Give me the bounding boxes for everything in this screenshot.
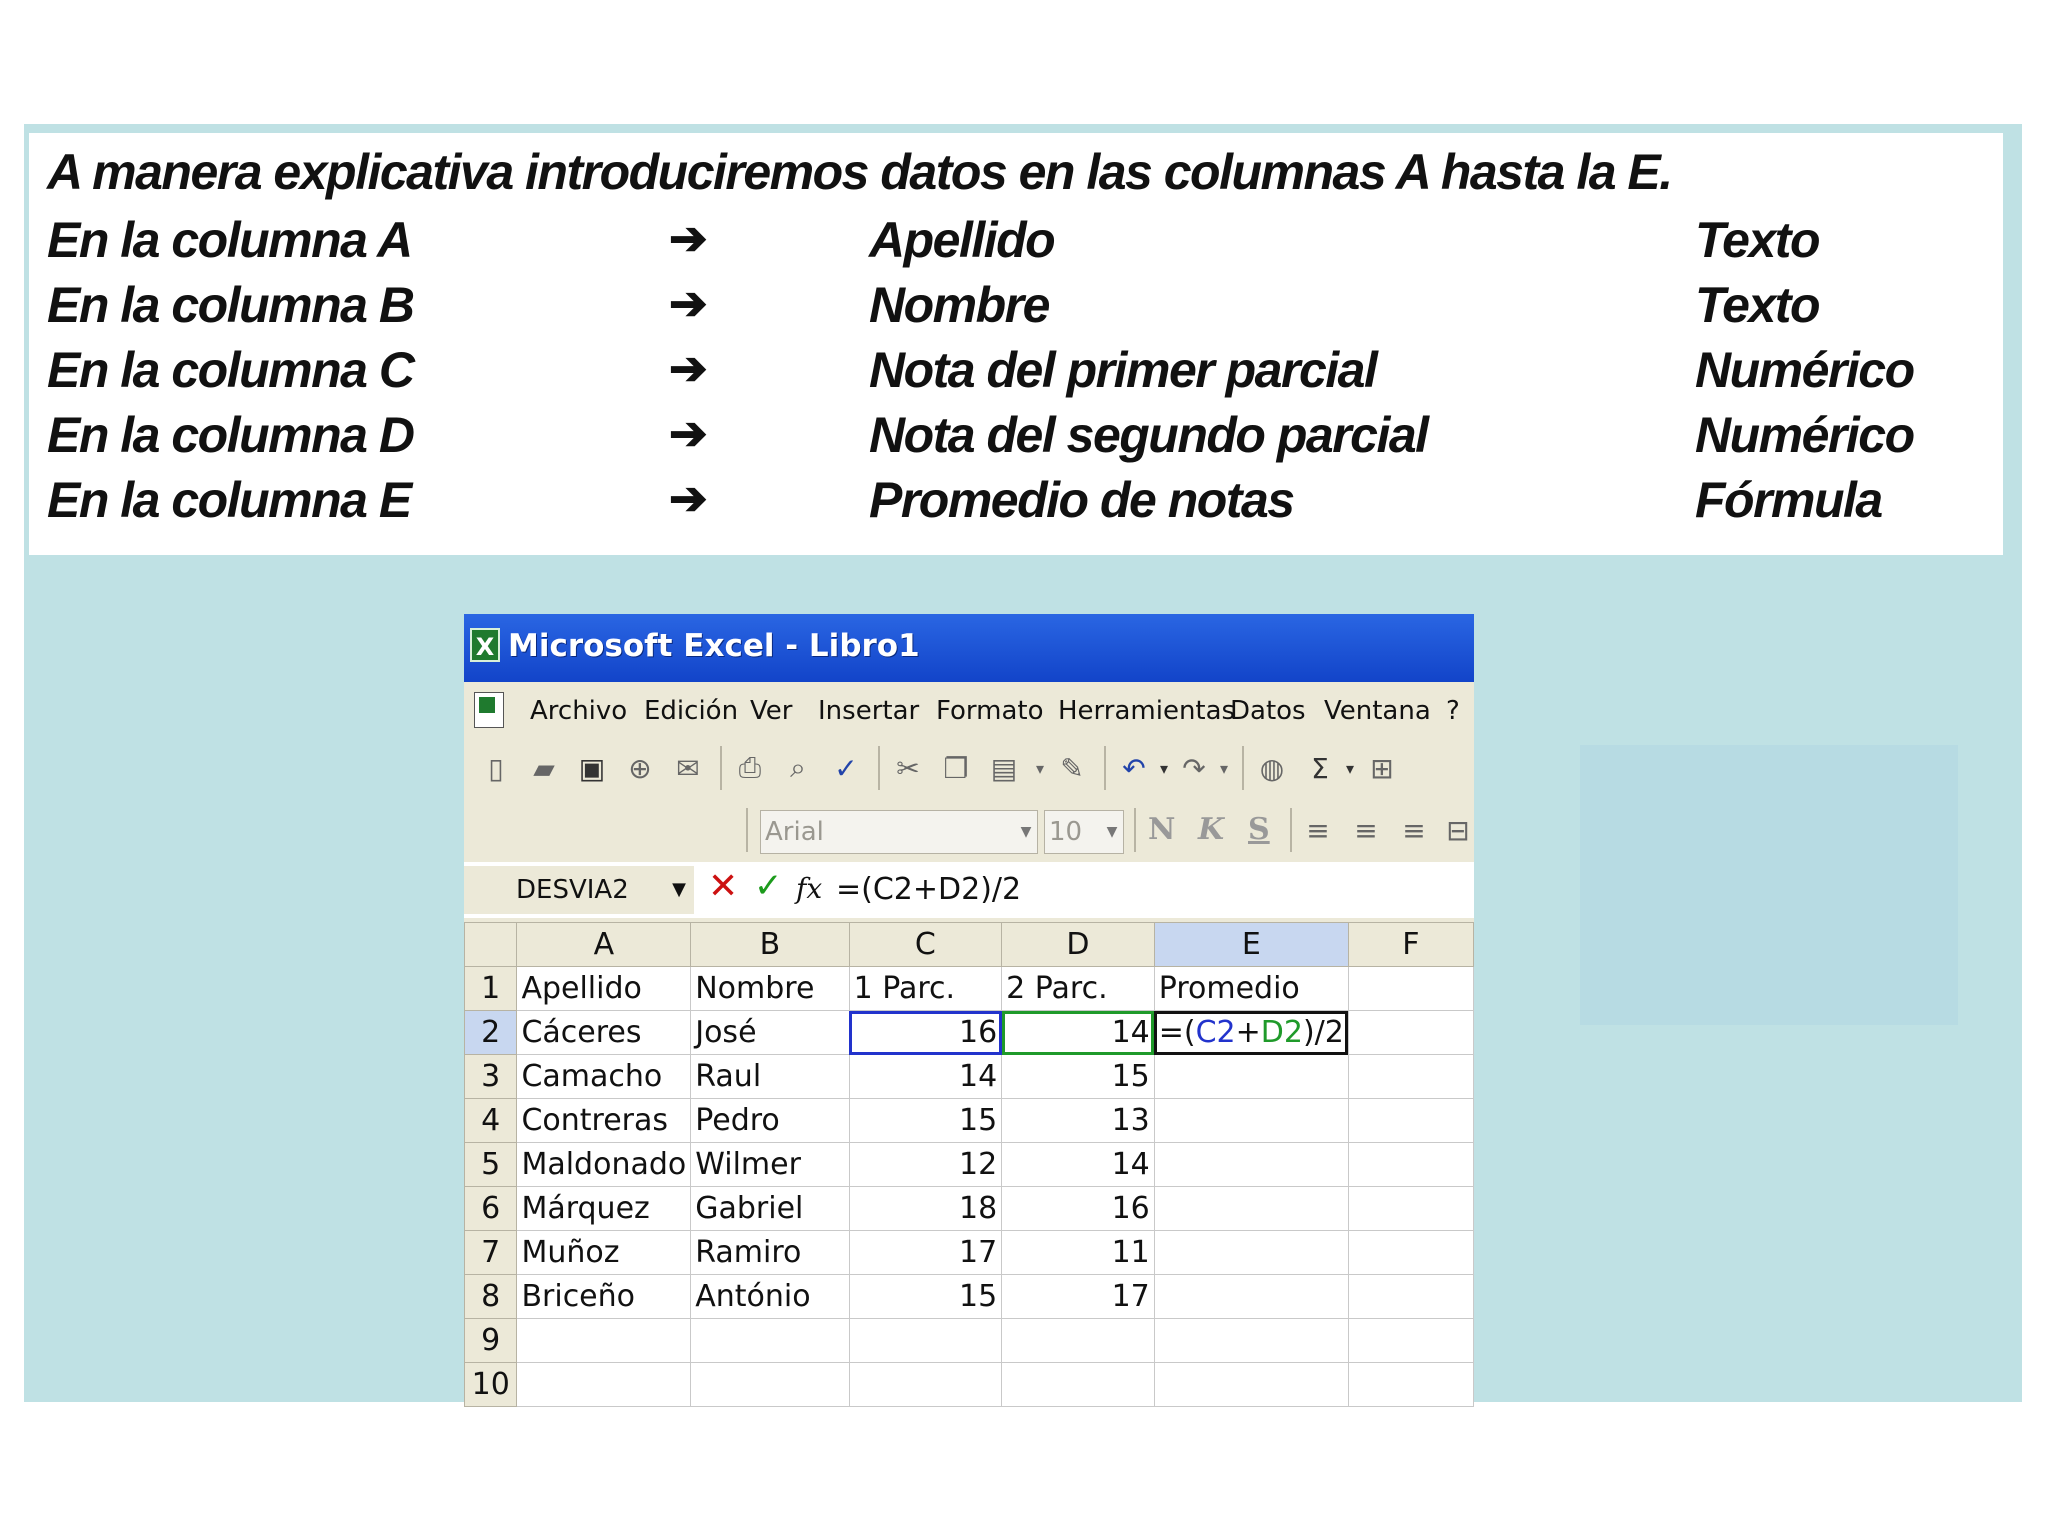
toolbar-separator <box>1290 808 1292 852</box>
formula-part: =( <box>1158 1015 1196 1050</box>
align-center-icon[interactable]: ≡ <box>1354 813 1378 847</box>
cell-d6[interactable]: 16 <box>1002 1187 1155 1231</box>
table-row <box>465 1011 1474 1055</box>
data-type: Texto <box>1695 277 1819 333</box>
toolbar-separator <box>746 808 748 852</box>
toolbar-separator <box>1104 746 1106 790</box>
cell-d5[interactable]: 14 <box>1002 1143 1155 1187</box>
cell-b5[interactable]: Wilmer <box>691 1143 849 1187</box>
align-left-icon[interactable]: ≡ <box>1306 813 1330 847</box>
align-right-icon[interactable]: ≡ <box>1402 813 1426 847</box>
cell-c8[interactable]: 15 <box>849 1275 1002 1319</box>
menu-help[interactable]: ? <box>1446 696 1460 726</box>
cell-d4[interactable]: 13 <box>1002 1099 1155 1143</box>
cell-e9[interactable] <box>1154 1319 1348 1363</box>
menu-formato[interactable]: Formato <box>936 696 1044 726</box>
worksheet-grid <box>464 922 1474 1407</box>
paste-icon[interactable]: ▤ <box>990 751 1018 785</box>
formula-bar <box>464 862 1474 918</box>
cell-a3[interactable]: Camacho <box>517 1055 691 1099</box>
cell-c6[interactable]: 18 <box>849 1187 1002 1231</box>
menu-edicion[interactable]: Edición <box>644 696 739 726</box>
table-row <box>465 1275 1474 1319</box>
bold-button[interactable]: N <box>1148 812 1176 847</box>
row-header[interactable]: 8 <box>465 1275 517 1319</box>
toolbar-separator <box>1134 808 1136 852</box>
cell-b2[interactable]: José <box>691 1011 849 1055</box>
chevron-down-icon: ▼ <box>672 879 686 900</box>
column-header-f[interactable]: F <box>1348 923 1473 967</box>
cell-f7[interactable] <box>1348 1231 1473 1275</box>
toolbar-separator <box>878 746 880 790</box>
cell-b10[interactable] <box>691 1363 849 1407</box>
cell-e7[interactable] <box>1154 1231 1348 1275</box>
print-icon[interactable]: ⎙ <box>738 751 762 784</box>
email-icon[interactable]: ✉ <box>676 751 700 785</box>
column-label: En la columna C <box>47 342 414 398</box>
cell-d2[interactable]: 14 <box>1002 1011 1155 1055</box>
right-arrow-icon: ➔ <box>669 472 707 524</box>
cell-a10[interactable] <box>517 1363 691 1407</box>
right-arrow-icon: ➔ <box>669 212 707 264</box>
column-header-d[interactable]: D <box>1002 923 1155 967</box>
cell-e4[interactable] <box>1154 1099 1348 1143</box>
underline-button[interactable]: S <box>1248 812 1270 847</box>
menu-bar <box>464 682 1474 738</box>
column-header-e[interactable]: E <box>1154 923 1348 967</box>
chevron-down-icon: ▼ <box>1106 824 1118 840</box>
cell-e5[interactable] <box>1154 1143 1348 1187</box>
right-arrow-icon: ➔ <box>669 342 707 394</box>
cell-c4[interactable]: 15 <box>849 1099 1002 1143</box>
workbook-icon[interactable] <box>474 692 504 728</box>
explanation-panel <box>29 133 2003 555</box>
italic-button[interactable]: K <box>1198 812 1225 847</box>
column-header-c[interactable]: C <box>849 923 1002 967</box>
cell-e1[interactable]: Promedio <box>1154 967 1348 1011</box>
column-description: Apellido <box>869 212 1055 268</box>
formula-input[interactable]: =(C2+D2)/2 <box>836 872 1022 907</box>
formula-ref-d2: D2 <box>1260 1015 1303 1050</box>
formatting-toolbar <box>464 800 1474 862</box>
row-header[interactable]: 1 <box>465 967 517 1011</box>
data-type: Texto <box>1695 212 1819 268</box>
cell-b7[interactable]: Ramiro <box>691 1231 849 1275</box>
cell-f8[interactable] <box>1348 1275 1473 1319</box>
permission-icon[interactable]: ⊕ <box>628 751 652 785</box>
redo-icon[interactable]: ↷ <box>1182 751 1206 785</box>
definition-row-e <box>29 471 2003 535</box>
save-icon[interactable]: ▣ <box>578 751 606 785</box>
column-header-b[interactable]: B <box>691 923 849 967</box>
cell-d1[interactable]: 2 Parc. <box>1002 967 1155 1011</box>
row-header[interactable]: 4 <box>465 1099 517 1143</box>
chevron-down-icon: ▼ <box>1020 824 1032 840</box>
select-all-corner[interactable] <box>465 923 517 967</box>
column-label: En la columna B <box>47 277 414 333</box>
right-arrow-icon: ➔ <box>669 407 707 459</box>
font-size-value: 10 <box>1049 817 1083 847</box>
slide-heading: A manera explicativa introduciremos datos en las columnas A hasta la E. <box>47 144 1672 200</box>
menu-insertar[interactable]: Insertar <box>818 696 920 726</box>
cell-a7[interactable]: Muñoz <box>517 1231 691 1275</box>
excel-window <box>464 614 1474 1402</box>
definition-row-b <box>29 276 2003 340</box>
cell-a9[interactable] <box>517 1319 691 1363</box>
chevron-down-icon[interactable]: ▾ <box>1159 758 1169 778</box>
decorative-box <box>1580 745 1958 1025</box>
row-header[interactable]: 6 <box>465 1187 517 1231</box>
enter-check-icon[interactable]: ✓ <box>754 866 783 906</box>
cell-b4[interactable]: Pedro <box>691 1099 849 1143</box>
cell-f10[interactable] <box>1348 1363 1473 1407</box>
excel-logo-icon: X <box>470 628 500 662</box>
merge-center-icon[interactable]: ⊟ <box>1446 813 1470 847</box>
column-description: Nota del segundo parcial <box>869 407 1428 463</box>
table-row <box>465 1319 1474 1363</box>
insert-function-icon[interactable]: fx <box>796 872 823 905</box>
font-size-select[interactable] <box>1044 810 1124 854</box>
cell-a8[interactable]: Briceño <box>517 1275 691 1319</box>
cell-f2[interactable] <box>1348 1011 1473 1055</box>
name-box[interactable] <box>464 866 694 914</box>
data-type: Numérico <box>1695 407 1914 463</box>
column-header-row <box>465 923 1474 967</box>
cell-d9[interactable] <box>1002 1319 1155 1363</box>
cell-c2[interactable]: 16 <box>849 1011 1002 1055</box>
formula-part: + <box>1235 1015 1261 1050</box>
hyperlink-icon[interactable]: ◍ <box>1259 751 1285 785</box>
row-header[interactable]: 10 <box>465 1363 517 1407</box>
menu-ver[interactable]: Ver <box>750 696 793 726</box>
column-description: Nombre <box>869 277 1049 333</box>
row-header[interactable]: 2 <box>465 1011 517 1055</box>
toolbar-separator <box>1242 746 1244 790</box>
right-arrow-icon: ➔ <box>669 277 707 329</box>
standard-toolbar <box>464 738 1474 800</box>
formula-ref-c2: C2 <box>1195 1015 1236 1050</box>
window-title: Microsoft Excel - Libro1 <box>508 628 920 664</box>
menu-herramientas[interactable]: Herramientas <box>1058 696 1236 726</box>
cell-b8[interactable]: António <box>691 1275 849 1319</box>
cell-a1[interactable]: Apellido <box>517 967 691 1011</box>
print-preview-icon[interactable]: ⌕ <box>790 751 806 784</box>
cell-f4[interactable] <box>1348 1099 1473 1143</box>
row-header[interactable]: 9 <box>465 1319 517 1363</box>
data-type: Fórmula <box>1695 472 1882 528</box>
definition-row-d <box>29 406 2003 470</box>
cell-b9[interactable] <box>691 1319 849 1363</box>
table-row <box>465 1099 1474 1143</box>
cell-d8[interactable]: 17 <box>1002 1275 1155 1319</box>
cell-d10[interactable] <box>1002 1363 1155 1407</box>
column-header-a[interactable]: A <box>517 923 691 967</box>
spelling-icon[interactable]: ✓ <box>834 751 858 785</box>
cell-f5[interactable] <box>1348 1143 1473 1187</box>
cell-a6[interactable]: Márquez <box>517 1187 691 1231</box>
menu-archivo[interactable]: Archivo <box>530 696 628 726</box>
row-header[interactable]: 5 <box>465 1143 517 1187</box>
column-label: En la columna E <box>47 472 411 528</box>
row-header[interactable]: 7 <box>465 1231 517 1275</box>
copy-icon[interactable]: ❐ <box>943 751 969 785</box>
cell-f6[interactable] <box>1348 1187 1473 1231</box>
formula-part: )/2 <box>1302 1015 1344 1050</box>
cancel-icon[interactable]: ✕ <box>708 866 739 907</box>
chevron-down-icon[interactable]: ▾ <box>1035 758 1045 778</box>
cell-b3[interactable]: Raul <box>691 1055 849 1099</box>
cell-e3[interactable] <box>1154 1055 1348 1099</box>
table-row <box>465 967 1474 1011</box>
table-row <box>465 1143 1474 1187</box>
chevron-down-icon[interactable]: ▾ <box>1219 758 1229 778</box>
font-name-value: Arial <box>765 817 824 847</box>
column-label: En la columna A <box>47 212 412 268</box>
column-description: Nota del primer parcial <box>869 342 1377 398</box>
font-name-select[interactable] <box>760 810 1038 854</box>
cell-c10[interactable] <box>849 1363 1002 1407</box>
cell-a2[interactable]: Cáceres <box>517 1011 691 1055</box>
cut-icon[interactable]: ✂ <box>896 751 920 785</box>
cell-c5[interactable]: 12 <box>849 1143 1002 1187</box>
cell-a4[interactable]: Contreras <box>517 1099 691 1143</box>
undo-icon[interactable]: ↶ <box>1122 751 1146 785</box>
cell-e8[interactable] <box>1154 1275 1348 1319</box>
cell-b6[interactable]: Gabriel <box>691 1187 849 1231</box>
cell-c1[interactable]: 1 Parc. <box>849 967 1002 1011</box>
cell-f3[interactable] <box>1348 1055 1473 1099</box>
cell-d7[interactable]: 11 <box>1002 1231 1155 1275</box>
definition-row-a <box>29 211 2003 275</box>
autosum-icon[interactable]: Σ <box>1311 751 1329 785</box>
toolbar-separator <box>720 746 722 790</box>
cell-f9[interactable] <box>1348 1319 1473 1363</box>
open-folder-icon[interactable]: ▰ <box>533 751 555 785</box>
euro-converter-icon[interactable]: ⊞ <box>1370 751 1394 785</box>
chevron-down-icon[interactable]: ▾ <box>1345 758 1355 778</box>
table-row <box>465 1231 1474 1275</box>
cell-f1[interactable] <box>1348 967 1473 1011</box>
cell-e10[interactable] <box>1154 1363 1348 1407</box>
data-type: Numérico <box>1695 342 1914 398</box>
cell-c3[interactable]: 14 <box>849 1055 1002 1099</box>
menu-datos[interactable]: Datos <box>1230 696 1306 726</box>
title-bar[interactable] <box>464 614 1474 682</box>
cell-c7[interactable]: 17 <box>849 1231 1002 1275</box>
new-document-icon[interactable]: ▯ <box>488 751 504 785</box>
cell-d3[interactable]: 15 <box>1002 1055 1155 1099</box>
table-row <box>465 1055 1474 1099</box>
table-row <box>465 1363 1474 1407</box>
cell-c9[interactable] <box>849 1319 1002 1363</box>
name-box-value: DESVIA2 <box>516 875 629 905</box>
cell-e6[interactable] <box>1154 1187 1348 1231</box>
row-header[interactable]: 3 <box>465 1055 517 1099</box>
cell-b1[interactable]: Nombre <box>691 967 849 1011</box>
format-painter-icon[interactable]: ✎ <box>1060 751 1084 785</box>
menu-ventana[interactable]: Ventana <box>1324 696 1431 726</box>
column-description: Promedio de notas <box>869 472 1294 528</box>
column-label: En la columna D <box>47 407 414 463</box>
table-row <box>465 1187 1474 1231</box>
cell-a5[interactable]: Maldonado <box>517 1143 691 1187</box>
definition-row-c <box>29 341 2003 405</box>
cell-e2-editing[interactable] <box>1154 1011 1348 1055</box>
